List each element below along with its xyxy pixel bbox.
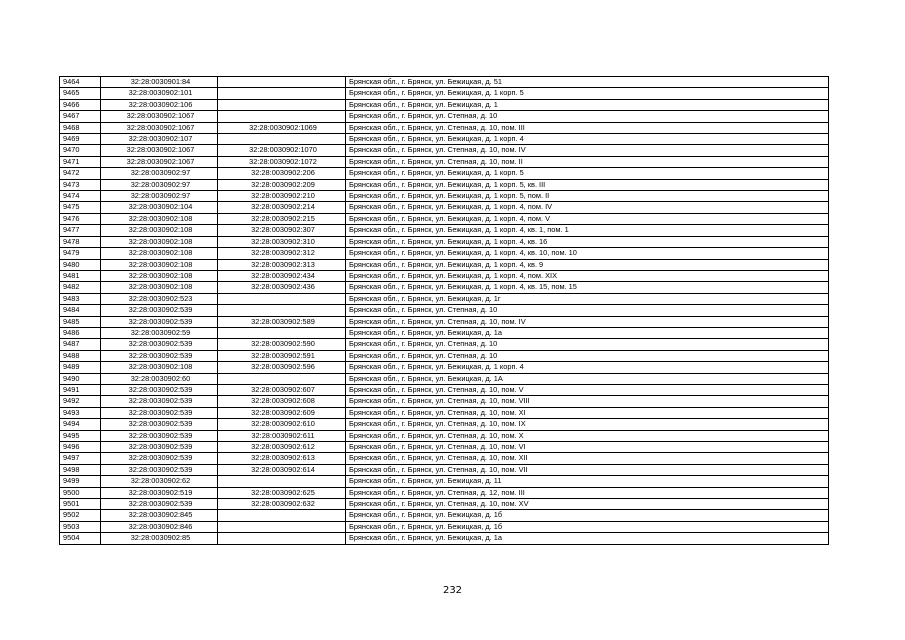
cadastral-number-cell: 32:28:0030902:845 — [101, 510, 218, 521]
address-cell: Брянская обл., г. Брянск, ул. Бежицкая, д. 11 — [346, 476, 829, 487]
address-cell: Брянская обл., г. Брянск, ул. Степная, д. 10, пом. III — [346, 122, 829, 133]
row-number-cell: 9500 — [60, 487, 101, 498]
page-number: 232 — [442, 585, 463, 596]
cadastral-number-cell: 32:28:0030902:107 — [101, 134, 218, 145]
linked-cadastral-number-cell: 32:28:0030902:1070 — [218, 145, 346, 156]
linked-cadastral-number-cell: 32:28:0030902:436 — [218, 282, 346, 293]
address-cell: Брянская обл., г. Брянск, ул. Степная, д. 10, пом. IX — [346, 419, 829, 430]
address-cell: Брянская обл., г. Брянск, ул. Степная, д. 10, пом. XV — [346, 499, 829, 510]
linked-cadastral-number-cell: 32:28:0030902:591 — [218, 350, 346, 361]
table-row — [60, 464, 829, 475]
address-cell: Брянская обл., г. Брянск, ул. Бежицкая, д. 51 — [346, 77, 829, 88]
row-number-cell: 9485 — [60, 316, 101, 327]
linked-cadastral-number-cell: 32:28:0030902:214 — [218, 202, 346, 213]
table-row — [60, 225, 829, 236]
linked-cadastral-number-cell — [218, 476, 346, 487]
linked-cadastral-number-cell: 32:28:0030902:313 — [218, 259, 346, 270]
cadastral-number-cell: 32:28:0030902:539 — [101, 350, 218, 361]
address-cell: Брянская обл., г. Брянск, ул. Степная, д. 10 — [346, 305, 829, 316]
address-cell: Брянская обл., г. Брянск, ул. Бежицкая, д. 1г — [346, 293, 829, 304]
table-row — [60, 373, 829, 384]
cadastral-number-cell: 32:28:0030902:539 — [101, 305, 218, 316]
table-row — [60, 259, 829, 270]
row-number-cell: 9484 — [60, 305, 101, 316]
table-row — [60, 293, 829, 304]
linked-cadastral-number-cell: 32:28:0030902:209 — [218, 179, 346, 190]
table-row — [60, 88, 829, 99]
cadastral-number-cell: 32:28:0030902:539 — [101, 453, 218, 464]
address-cell: Брянская обл., г. Брянск, ул. Степная, д. 10, пом. IV — [346, 145, 829, 156]
linked-cadastral-number-cell: 32:28:0030902:206 — [218, 168, 346, 179]
cadastral-number-cell: 32:28:0030902:539 — [101, 339, 218, 350]
row-number-cell: 9470 — [60, 145, 101, 156]
address-cell: Брянская обл., г. Брянск, ул. Бежицкая, д. 1 — [346, 99, 829, 110]
table-row — [60, 236, 829, 247]
linked-cadastral-number-cell: 32:28:0030902:611 — [218, 430, 346, 441]
row-number-cell: 9483 — [60, 293, 101, 304]
linked-cadastral-number-cell — [218, 88, 346, 99]
cadastral-number-cell: 32:28:0030902:539 — [101, 396, 218, 407]
table-row — [60, 339, 829, 350]
table-row — [60, 77, 829, 88]
cadastral-number-cell: 32:28:0030902:108 — [101, 362, 218, 373]
table-row — [60, 533, 829, 544]
linked-cadastral-number-cell: 32:28:0030902:610 — [218, 419, 346, 430]
address-cell: Брянская обл., г. Брянск, ул. Степная, д. 10, пом. II — [346, 156, 829, 167]
address-cell: Брянская обл., г. Брянск, ул. Степная, д. 10 — [346, 111, 829, 122]
row-number-cell: 9502 — [60, 510, 101, 521]
cadastral-number-cell: 32:28:0030902:1067 — [101, 122, 218, 133]
cadastral-number-cell: 32:28:0030902:106 — [101, 99, 218, 110]
cadastral-number-cell: 32:28:0030902:539 — [101, 464, 218, 475]
linked-cadastral-number-cell — [218, 111, 346, 122]
row-number-cell: 9488 — [60, 350, 101, 361]
row-number-cell: 9476 — [60, 213, 101, 224]
table-row — [60, 282, 829, 293]
linked-cadastral-number-cell — [218, 510, 346, 521]
row-number-cell: 9490 — [60, 373, 101, 384]
linked-cadastral-number-cell: 32:28:0030902:312 — [218, 248, 346, 259]
cadastral-number-cell: 32:28:0030902:108 — [101, 282, 218, 293]
linked-cadastral-number-cell — [218, 533, 346, 544]
address-cell: Брянская обл., г. Брянск, ул. Степная, д. 10, пом. X — [346, 430, 829, 441]
table-row — [60, 327, 829, 338]
linked-cadastral-number-cell — [218, 327, 346, 338]
table-row — [60, 145, 829, 156]
row-number-cell: 9503 — [60, 521, 101, 532]
cadastral-number-cell: 32:28:0030902:519 — [101, 487, 218, 498]
row-number-cell: 9497 — [60, 453, 101, 464]
table-row — [60, 442, 829, 453]
address-cell: Брянская обл., г. Брянск, ул. Бежицкая, д. 1 корп. 4 — [346, 362, 829, 373]
linked-cadastral-number-cell: 32:28:0030902:609 — [218, 407, 346, 418]
row-number-cell: 9496 — [60, 442, 101, 453]
cadastral-number-cell: 32:28:0030902:108 — [101, 248, 218, 259]
linked-cadastral-number-cell — [218, 305, 346, 316]
cadastral-number-cell: 32:28:0030902:60 — [101, 373, 218, 384]
linked-cadastral-number-cell: 32:28:0030902:1069 — [218, 122, 346, 133]
linked-cadastral-number-cell: 32:28:0030902:215 — [218, 213, 346, 224]
cadastral-number-cell: 32:28:0030902:539 — [101, 430, 218, 441]
address-cell: Брянская обл., г. Брянск, ул. Бежицкая, д. 1 корп. 5, кв. III — [346, 179, 829, 190]
linked-cadastral-number-cell — [218, 293, 346, 304]
row-number-cell: 9486 — [60, 327, 101, 338]
address-cell: Брянская обл., г. Брянск, ул. Степная, д. 10 — [346, 339, 829, 350]
table-row — [60, 99, 829, 110]
table-row — [60, 350, 829, 361]
linked-cadastral-number-cell — [218, 99, 346, 110]
linked-cadastral-number-cell: 32:28:0030902:434 — [218, 270, 346, 281]
address-cell: Брянская обл., г. Брянск, ул. Бежицкая, д. 1а — [346, 327, 829, 338]
row-number-cell: 9471 — [60, 156, 101, 167]
row-number-cell: 9492 — [60, 396, 101, 407]
table-row — [60, 453, 829, 464]
linked-cadastral-number-cell — [218, 373, 346, 384]
cadastral-number-cell: 32:28:0030902:539 — [101, 384, 218, 395]
row-number-cell: 9494 — [60, 419, 101, 430]
cadastral-number-cell: 32:28:0030902:539 — [101, 499, 218, 510]
row-number-cell: 9467 — [60, 111, 101, 122]
cadastral-number-cell: 32:28:0030902:59 — [101, 327, 218, 338]
linked-cadastral-number-cell: 32:28:0030902:1072 — [218, 156, 346, 167]
linked-cadastral-number-cell — [218, 134, 346, 145]
address-cell: Брянская обл., г. Брянск, ул. Бежицкая, д. 1 корп. 5 — [346, 88, 829, 99]
table-row — [60, 270, 829, 281]
table-row — [60, 122, 829, 133]
registry-table-body — [60, 77, 829, 545]
address-cell: Брянская обл., г. Брянск, ул. Степная, д. 10 — [346, 350, 829, 361]
address-cell: Брянская обл., г. Брянск, ул. Бежицкая, д. 1 корп. 4, пом. V — [346, 213, 829, 224]
table-row — [60, 213, 829, 224]
row-number-cell: 9473 — [60, 179, 101, 190]
address-cell: Брянская обл., г. Брянск, ул. Бежицкая, д. 1 корп. 4, пом. IV — [346, 202, 829, 213]
linked-cadastral-number-cell: 32:28:0030902:607 — [218, 384, 346, 395]
cadastral-number-cell: 32:28:0030902:62 — [101, 476, 218, 487]
table-row — [60, 168, 829, 179]
table-row — [60, 499, 829, 510]
row-number-cell: 9477 — [60, 225, 101, 236]
row-number-cell: 9491 — [60, 384, 101, 395]
address-cell: Брянская обл., г. Брянск, ул. Бежицкая, д. 1А — [346, 373, 829, 384]
address-cell: Брянская обл., г. Брянск, ул. Степная, д. 10, пом. XII — [346, 453, 829, 464]
linked-cadastral-number-cell — [218, 77, 346, 88]
table-row — [60, 487, 829, 498]
table-row — [60, 476, 829, 487]
cadastral-number-cell: 32:28:0030902:846 — [101, 521, 218, 532]
table-row — [60, 430, 829, 441]
address-cell: Брянская обл., г. Брянск, ул. Бежицкая, д. 1 корп. 4, кв. 10, пом. 10 — [346, 248, 829, 259]
table-row — [60, 179, 829, 190]
address-cell: Брянская обл., г. Брянск, ул. Бежицкая, д. 1 корп. 4 — [346, 134, 829, 145]
address-cell: Брянская обл., г. Брянск, ул. Бежицкая, д. 1б — [346, 521, 829, 532]
linked-cadastral-number-cell: 32:28:0030902:625 — [218, 487, 346, 498]
table-row — [60, 202, 829, 213]
address-cell: Брянская обл., г. Брянск, ул. Бежицкая, д. 1а — [346, 533, 829, 544]
row-number-cell: 9475 — [60, 202, 101, 213]
table-row — [60, 396, 829, 407]
cadastral-number-cell: 32:28:0030902:97 — [101, 179, 218, 190]
cadastral-number-cell: 32:28:0030902:1067 — [101, 111, 218, 122]
cadastral-number-cell: 32:28:0030902:108 — [101, 236, 218, 247]
table-row — [60, 305, 829, 316]
cadastral-registry-table — [59, 76, 829, 545]
table-row — [60, 362, 829, 373]
table-row — [60, 510, 829, 521]
address-cell: Брянская обл., г. Брянск, ул. Бежицкая, д. 1 корп. 4, пом. XIX — [346, 270, 829, 281]
address-cell: Брянская обл., г. Брянск, ул. Бежицкая, д. 1 корп. 4, кв. 1, пом. 1 — [346, 225, 829, 236]
address-cell: Брянская обл., г. Брянск, ул. Степная, д. 10, пом. XI — [346, 407, 829, 418]
row-number-cell: 9480 — [60, 259, 101, 270]
row-number-cell: 9466 — [60, 99, 101, 110]
table-row — [60, 248, 829, 259]
address-cell: Брянская обл., г. Брянск, ул. Бежицкая, д. 1б — [346, 510, 829, 521]
row-number-cell: 9465 — [60, 88, 101, 99]
cadastral-number-cell: 32:28:0030902:539 — [101, 419, 218, 430]
table-row — [60, 521, 829, 532]
table-row — [60, 134, 829, 145]
row-number-cell: 9498 — [60, 464, 101, 475]
row-number-cell: 9499 — [60, 476, 101, 487]
table-row — [60, 191, 829, 202]
linked-cadastral-number-cell: 32:28:0030902:612 — [218, 442, 346, 453]
cadastral-number-cell: 32:28:0030902:539 — [101, 407, 218, 418]
table-row — [60, 111, 829, 122]
table-row — [60, 316, 829, 327]
linked-cadastral-number-cell: 32:28:0030902:596 — [218, 362, 346, 373]
cadastral-number-cell: 32:28:0030901:84 — [101, 77, 218, 88]
cadastral-number-cell: 32:28:0030902:539 — [101, 442, 218, 453]
cadastral-number-cell: 32:28:0030902:97 — [101, 191, 218, 202]
address-cell: Брянская обл., г. Брянск, ул. Бежицкая, д. 1 корп. 4, кв. 16 — [346, 236, 829, 247]
address-cell: Брянская обл., г. Брянск, ул. Бежицкая, д. 1 корп. 5 — [346, 168, 829, 179]
linked-cadastral-number-cell: 32:28:0030902:614 — [218, 464, 346, 475]
table-row — [60, 156, 829, 167]
cadastral-number-cell: 32:28:0030902:1067 — [101, 145, 218, 156]
address-cell: Брянская обл., г. Брянск, ул. Степная, д. 10, пом. VII — [346, 464, 829, 475]
row-number-cell: 9489 — [60, 362, 101, 373]
linked-cadastral-number-cell: 32:28:0030902:589 — [218, 316, 346, 327]
row-number-cell: 9504 — [60, 533, 101, 544]
linked-cadastral-number-cell: 32:28:0030902:632 — [218, 499, 346, 510]
row-number-cell: 9472 — [60, 168, 101, 179]
table-row — [60, 407, 829, 418]
row-number-cell: 9482 — [60, 282, 101, 293]
linked-cadastral-number-cell: 32:28:0030902:608 — [218, 396, 346, 407]
address-cell: Брянская обл., г. Брянск, ул. Степная, д. 10, пом. VIII — [346, 396, 829, 407]
cadastral-number-cell: 32:28:0030902:108 — [101, 259, 218, 270]
row-number-cell: 9464 — [60, 77, 101, 88]
row-number-cell: 9478 — [60, 236, 101, 247]
row-number-cell: 9481 — [60, 270, 101, 281]
linked-cadastral-number-cell — [218, 521, 346, 532]
row-number-cell: 9495 — [60, 430, 101, 441]
cadastral-number-cell: 32:28:0030902:97 — [101, 168, 218, 179]
address-cell: Брянская обл., г. Брянск, ул. Бежицкая, д. 1 корп. 5, пом. II — [346, 191, 829, 202]
row-number-cell: 9468 — [60, 122, 101, 133]
row-number-cell: 9493 — [60, 407, 101, 418]
cadastral-number-cell: 32:28:0030902:108 — [101, 270, 218, 281]
cadastral-number-cell: 32:28:0030902:108 — [101, 213, 218, 224]
cadastral-number-cell: 32:28:0030902:108 — [101, 225, 218, 236]
cadastral-number-cell: 32:28:0030902:85 — [101, 533, 218, 544]
linked-cadastral-number-cell: 32:28:0030902:613 — [218, 453, 346, 464]
cadastral-number-cell: 32:28:0030902:523 — [101, 293, 218, 304]
cadastral-number-cell: 32:28:0030902:1067 — [101, 156, 218, 167]
cadastral-number-cell: 32:28:0030902:539 — [101, 316, 218, 327]
row-number-cell: 9487 — [60, 339, 101, 350]
cadastral-number-cell: 32:28:0030902:104 — [101, 202, 218, 213]
row-number-cell: 9501 — [60, 499, 101, 510]
address-cell: Брянская обл., г. Брянск, ул. Степная, д. 10, пом. VI — [346, 442, 829, 453]
linked-cadastral-number-cell: 32:28:0030902:310 — [218, 236, 346, 247]
address-cell: Брянская обл., г. Брянск, ул. Бежицкая, д. 1 корп. 4, кв. 9 — [346, 259, 829, 270]
address-cell: Брянская обл., г. Брянск, ул. Степная, д. 10, пом. V — [346, 384, 829, 395]
linked-cadastral-number-cell: 32:28:0030902:307 — [218, 225, 346, 236]
row-number-cell: 9474 — [60, 191, 101, 202]
linked-cadastral-number-cell: 32:28:0030902:590 — [218, 339, 346, 350]
table-row — [60, 419, 829, 430]
row-number-cell: 9479 — [60, 248, 101, 259]
address-cell: Брянская обл., г. Брянск, ул. Степная, д. 10, пом. IV — [346, 316, 829, 327]
cadastral-number-cell: 32:28:0030902:101 — [101, 88, 218, 99]
address-cell: Брянская обл., г. Брянск, ул. Бежицкая, д. 1 корп. 4, кв. 15, пом. 15 — [346, 282, 829, 293]
address-cell: Брянская обл., г. Брянск, ул. Степная, д. 12, пом. III — [346, 487, 829, 498]
linked-cadastral-number-cell: 32:28:0030902:210 — [218, 191, 346, 202]
row-number-cell: 9469 — [60, 134, 101, 145]
table-row — [60, 384, 829, 395]
